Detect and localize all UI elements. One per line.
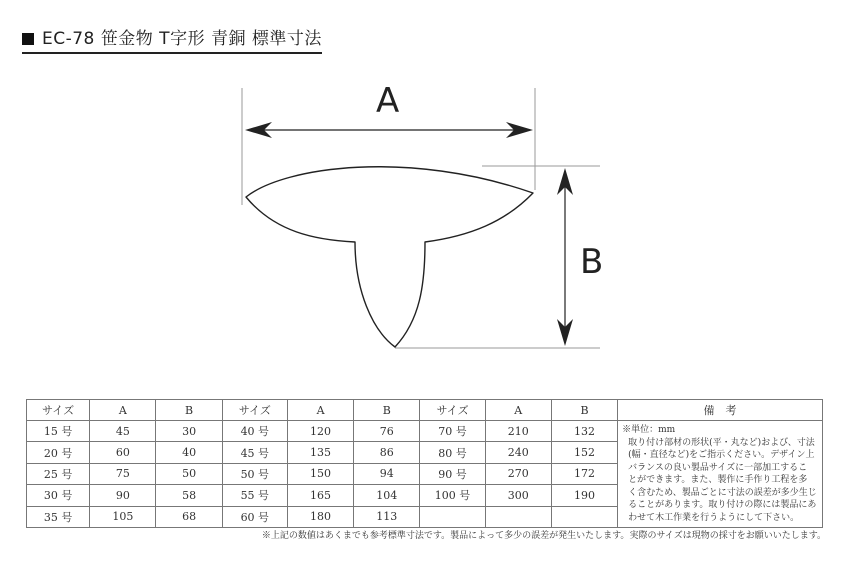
remarks-line: とができます。また、製作に手作り工程を多 [628,475,808,485]
table-cell: 50 [156,463,222,484]
table-cell: 240 [485,442,551,463]
table-cell: 25 号 [27,463,90,484]
remarks-text [622,437,818,525]
remarks-line: く含むため、製品ごとに寸法の誤差が多少生じ [628,487,817,498]
table-cell: 15 号 [27,421,90,442]
header-size-3: サイズ [420,400,485,421]
table-row [27,421,823,442]
table-cell: 100 号 [420,485,485,506]
table-cell: 172 [551,463,617,484]
table-cell: 210 [485,421,551,442]
table-cell: 70 号 [420,421,485,442]
header-size-1: サイズ [27,400,90,421]
dimension-b-label: B [580,242,604,282]
header-b-3: B [551,400,617,421]
table-cell: 30 [156,421,222,442]
table-cell: 105 [90,506,156,527]
table-cell: 68 [156,506,222,527]
table-cell: 120 [287,421,353,442]
table-cell: 135 [287,442,353,463]
table-cell: 55 号 [222,485,287,506]
remarks-line: わせて木工作業を行うようにして下さい。 [628,512,800,523]
table-cell: 86 [354,442,420,463]
table-cell [420,506,485,527]
header-a-2: A [287,400,353,421]
table-cell: 30 号 [27,485,90,506]
table-cell: 40 [156,442,222,463]
table-cell: 50 号 [222,463,287,484]
header-b-2: B [354,400,420,421]
header-remarks: 備 考 [618,400,823,421]
dimension-a-arrow [245,122,533,138]
title-text: EC-78 笹金物 T字形 青銅 標準寸法 [42,29,322,49]
table-cell: 20 号 [27,442,90,463]
remarks-unit: ※単位：mm [622,425,676,435]
table-cell: 165 [287,485,353,506]
table-cell: 60 号 [222,506,287,527]
table-cell: 180 [287,506,353,527]
table-cell: 60 [90,442,156,463]
table-cell: 150 [287,463,353,484]
table-cell: 113 [354,506,420,527]
dimension-b-arrow [557,168,573,346]
header-size-2: サイズ [222,400,287,421]
table-cell: 132 [551,421,617,442]
table-cell: 104 [354,485,420,506]
table-cell: 90 [90,485,156,506]
table-cell: 76 [354,421,420,442]
table-cell: 45 号 [222,442,287,463]
table-cell [551,506,617,527]
table-cell: 45 [90,421,156,442]
t-shape-outline [246,167,533,347]
size-table [26,399,823,528]
table-cell: 94 [354,463,420,484]
remarks-line: 取り付け部材の形状(平・丸など)および、寸法 [628,437,815,448]
table-cell: 40 号 [222,421,287,442]
table-cell: 300 [485,485,551,506]
header-a-1: A [90,400,156,421]
table-cell: 80 号 [420,442,485,463]
table-cell: 90 号 [420,463,485,484]
table-cell: 35 号 [27,506,90,527]
table-cell: 58 [156,485,222,506]
table-cell: 190 [551,485,617,506]
remarks-line: バランスの良い製品サイズに一部加工するこ [628,462,808,473]
table-cell: 152 [551,442,617,463]
remarks-line: (幅・直径など)をご指示ください。デザイン上 [628,450,815,460]
remarks-line: ることがあります。取り付けの際には製品にあ [628,500,817,510]
dimension-a-label: A [376,81,400,121]
remarks-cell [618,421,823,528]
table-cell: 270 [485,463,551,484]
table-header-row [27,400,823,421]
header-b-1: B [156,400,222,421]
table-cell [485,506,551,527]
header-a-3: A [485,400,551,421]
table-cell: 75 [90,463,156,484]
footnote: ※上記の数値はあくまでも参考標準寸法です。製品によって多少の誤差が発生いたします。実際のサイズは現物の採寸をお願いいたします。 [261,531,826,541]
